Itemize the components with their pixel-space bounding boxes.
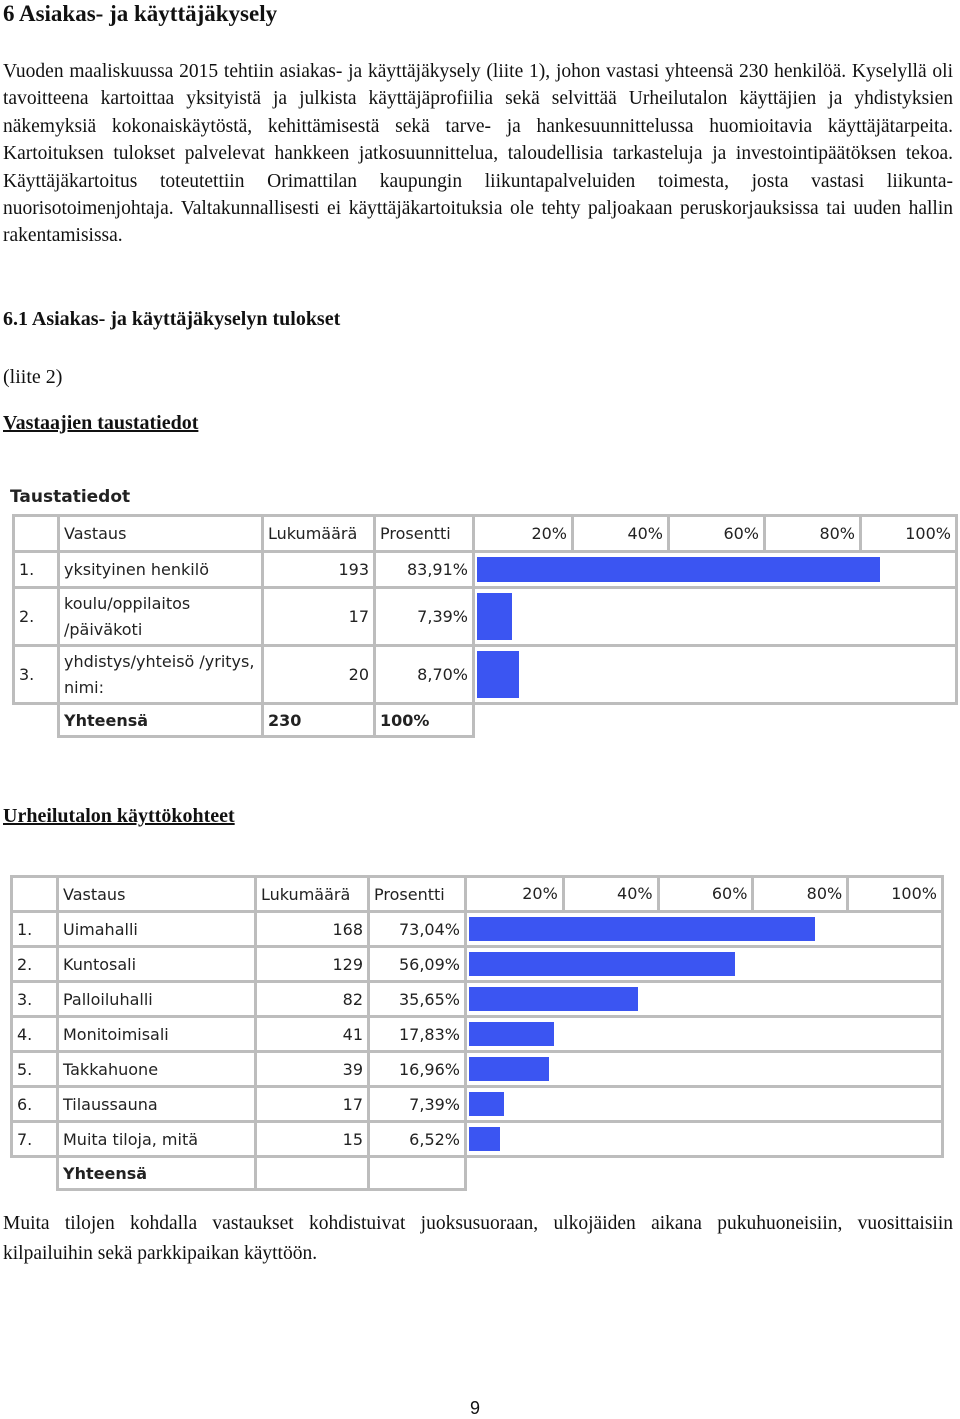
appendix-reference: (liite 2) bbox=[3, 366, 63, 388]
row-number: 4. bbox=[13, 1018, 56, 1050]
row-percent: 7,39% bbox=[370, 1088, 464, 1120]
header-number-cell bbox=[13, 878, 56, 910]
row-number: 3. bbox=[15, 647, 57, 702]
scale-gridline bbox=[763, 517, 766, 550]
percentage-bar bbox=[477, 557, 880, 582]
row-bar-cell bbox=[467, 1053, 941, 1085]
usage-section-title: Urheilutalon käyttökohteet bbox=[3, 805, 235, 827]
percentage-bar bbox=[477, 651, 519, 698]
percentage-bar bbox=[469, 917, 815, 941]
row-number: 1. bbox=[15, 553, 57, 586]
row-answer: yhdistys/yhteisö /yritys, nimi: bbox=[60, 647, 261, 702]
scale-tick-label: 100% bbox=[891, 884, 937, 903]
row-percent: 7,39% bbox=[376, 589, 472, 644]
total-count: 230 bbox=[264, 705, 373, 735]
row-percent: 17,83% bbox=[370, 1018, 464, 1050]
row-number: 6. bbox=[13, 1088, 56, 1120]
scale-gridline bbox=[667, 517, 670, 550]
header-answer: Vastaus bbox=[59, 878, 254, 910]
scale-gridline bbox=[657, 878, 660, 910]
header-count: Lukumäärä bbox=[264, 517, 373, 550]
background-section-title: Vastaajien taustatiedot bbox=[3, 412, 199, 434]
row-count: 82 bbox=[257, 983, 367, 1015]
row-number: 5. bbox=[13, 1053, 56, 1085]
closing-paragraph: Muita tilojen kohdalla vastaukset kohdistuivat juoksusuoraan, ulkojäiden aikana pukuhuoneisiin, vuosittaisiin kilpailuihin sekä parkkipaikan käyttöön. bbox=[3, 1213, 953, 1264]
header-answer: Vastaus bbox=[60, 517, 261, 550]
row-answer: Palloiluhalli bbox=[59, 983, 254, 1015]
scale-tick-label: 100% bbox=[905, 524, 951, 543]
scale-gridline bbox=[571, 517, 574, 550]
intro-paragraph: Vuoden maaliskuussa 2015 tehtiin asiakas- ja käyttäjäkysely (liite 1), johon vastasi yhteensä 230 henkilöä. Kyselyllä oli tavoitteena kartoittaa yksityistä ja julkista käyttäjäprofiilia sekä selvittää Urheilutalon käyttäjien ja yhdistyksien näkemyksiä kokonaiskäytöstä, kehittämisestä sekä tarve- ja hankesuunnittelussa huomioitavia käyttäjätarpeita. Kartoituksen tulokset palvelevat hankkeen jatkosuunnittelua, taloudellisia tarkasteluja ja investointipäätöksen tekoa. Käyttäjäkartoitus toteutettiin Orimattilan kaupungin liikuntapalveluiden toimesta, josta vastasi liikunta- nuorisotoimenjohtaja. Valtakunnallisesti ei käyttäjäkartoituksia ole tehty paljoakaan peruskorjauksissa tai uuden hallin rakentamisissa. bbox=[3, 61, 953, 247]
scale-gridline bbox=[562, 878, 565, 910]
row-number: 1. bbox=[13, 913, 56, 945]
subsection-heading: 6.1 Asiakas- ja käyttäjäkyselyn tulokset bbox=[3, 308, 341, 330]
row-percent: 56,09% bbox=[370, 948, 464, 980]
scale-tick-label: 20% bbox=[522, 884, 558, 903]
header-number-cell bbox=[15, 517, 57, 550]
scale-gridline bbox=[859, 517, 862, 550]
total-count bbox=[257, 1158, 367, 1188]
row-count: 20 bbox=[264, 647, 373, 702]
row-count: 168 bbox=[257, 913, 367, 945]
percentage-bar bbox=[477, 593, 512, 640]
percentage-bar bbox=[469, 952, 735, 976]
row-bar-cell bbox=[467, 913, 941, 945]
row-count: 41 bbox=[257, 1018, 367, 1050]
total-label: Yhteensä bbox=[59, 1158, 254, 1188]
percentage-bar bbox=[469, 1057, 549, 1081]
row-answer: Muita tiloja, mitä bbox=[59, 1123, 254, 1155]
row-percent: 73,04% bbox=[370, 913, 464, 945]
row-percent: 8,70% bbox=[376, 647, 472, 702]
row-count: 17 bbox=[257, 1088, 367, 1120]
row-bar-cell bbox=[467, 983, 941, 1015]
scale-tick-label: 80% bbox=[819, 524, 855, 543]
total-percent: 100% bbox=[376, 705, 472, 735]
scale-tick-label: 40% bbox=[627, 524, 663, 543]
row-answer: Takkahuone bbox=[59, 1053, 254, 1085]
section-heading: 6 Asiakas- ja käyttäjäkysely bbox=[3, 1, 278, 26]
row-number: 2. bbox=[15, 589, 57, 644]
row-bar-cell bbox=[467, 1018, 941, 1050]
row-answer: yksityinen henkilö bbox=[60, 553, 261, 586]
scale-tick-label: 40% bbox=[617, 884, 653, 903]
row-count: 17 bbox=[264, 589, 373, 644]
total-percent bbox=[370, 1158, 464, 1188]
scale-tick-label: 80% bbox=[806, 884, 843, 903]
header-percent: Prosentti bbox=[376, 517, 472, 550]
percentage-bar bbox=[469, 1022, 554, 1046]
percentage-bar bbox=[469, 1092, 504, 1116]
row-answer: koulu/oppilaitos /päiväkoti bbox=[60, 589, 261, 644]
percentage-bar bbox=[469, 1127, 500, 1151]
row-bar-cell bbox=[475, 647, 955, 702]
row-percent: 6,52% bbox=[370, 1123, 464, 1155]
header-count: Lukumäärä bbox=[257, 878, 367, 910]
row-answer: Uimahalli bbox=[59, 913, 254, 945]
row-answer: Kuntosali bbox=[59, 948, 254, 980]
row-number: 3. bbox=[13, 983, 56, 1015]
row-count: 39 bbox=[257, 1053, 367, 1085]
row-number: 7. bbox=[13, 1123, 56, 1155]
total-label: Yhteensä bbox=[60, 705, 261, 735]
row-bar-cell bbox=[467, 1088, 941, 1120]
row-bar-cell bbox=[475, 589, 955, 644]
header-scale bbox=[467, 878, 941, 910]
page-number: 9 bbox=[470, 1398, 481, 1418]
scale-tick-label: 60% bbox=[711, 884, 748, 903]
row-count: 15 bbox=[257, 1123, 367, 1155]
scale-tick-label: 20% bbox=[531, 524, 567, 543]
row-percent: 16,96% bbox=[370, 1053, 464, 1085]
percentage-bar bbox=[469, 987, 638, 1011]
row-count: 193 bbox=[264, 553, 373, 586]
row-answer: Monitoimisali bbox=[59, 1018, 254, 1050]
header-percent: Prosentti bbox=[370, 878, 464, 910]
header-scale bbox=[475, 517, 955, 550]
row-bar-cell bbox=[467, 1123, 941, 1155]
row-answer: Tilaussauna bbox=[59, 1088, 254, 1120]
row-bar-cell bbox=[475, 553, 955, 586]
scale-tick-label: 60% bbox=[723, 524, 759, 543]
row-bar-cell bbox=[467, 948, 941, 980]
row-count: 129 bbox=[257, 948, 367, 980]
table-title: Taustatiedot bbox=[10, 487, 131, 507]
scale-gridline bbox=[846, 878, 849, 910]
row-percent: 35,65% bbox=[370, 983, 464, 1015]
row-percent: 83,91% bbox=[376, 553, 472, 586]
row-number: 2. bbox=[13, 948, 56, 980]
scale-gridline bbox=[751, 878, 754, 910]
